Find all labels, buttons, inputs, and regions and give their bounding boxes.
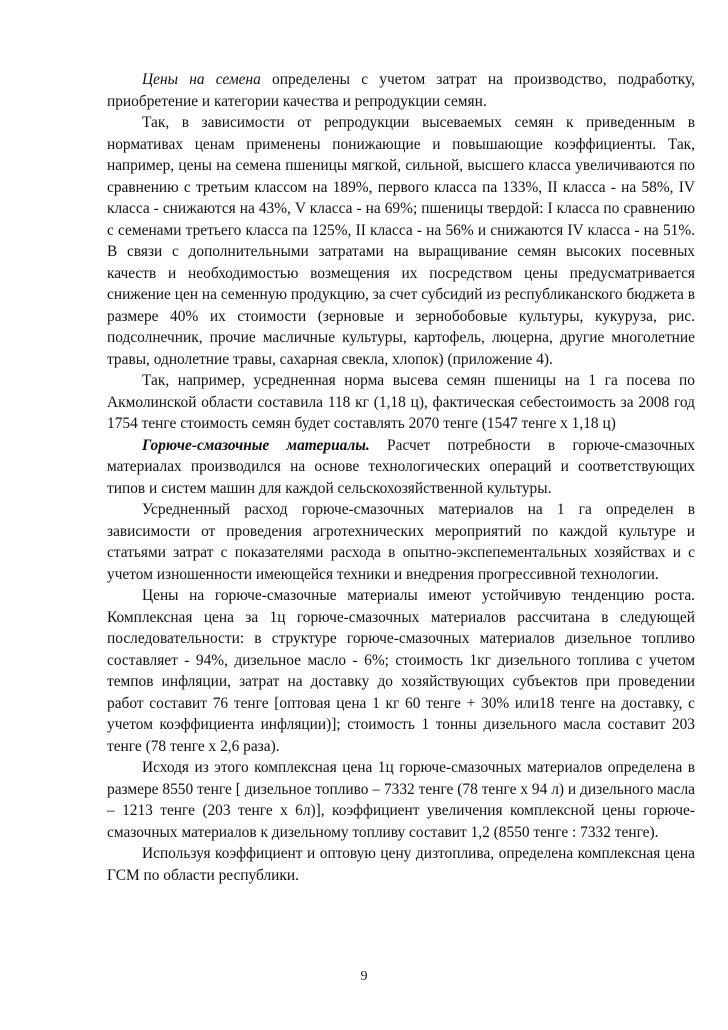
document-body: [107, 69, 695, 886]
paragraph-complex-price: Исходя из этого комплексная цена 1ц горюче-смазочных материалов определена в размере 8550 тенге [ дизельное топливо – 7332 тенге (78 тенге х 94 л) и дизельного масла – 1213 тенге (203 тенге х 6л)], коэффициент увеличения комплексной цены горюче-смазочных материалов к дизельному топливу составит 1,2 (8550 тенге : 7332 тенге).: [107, 759, 695, 841]
paragraph-text: определены с учетом затрат на производство, подработку, приобретение и категории качества и репродукции семян.: [107, 71, 695, 110]
paragraph-fuel-price-trend: Цены на горюче-смазочные материалы имеют устойчивую тенденцию роста. Комплексная цена за 1ц горюче-смазочных материалов рассчитана в следующей последовательности: в структуре горюче-смазочных материалов дизельное топливо составляет - 94%, дизельное масло - 6%; стоимость 1кг дизельного топлива с учетом темпов инфляции, затрат на доставку до хозяйствующих субъектов при проведении работ составит 76 тенге [оптовая цена 1 кг 60 тенге + 30% или18 тенге на доставку, с учетом коэффициента инфляции)]; стоимость 1 тонны дизельного масла составит 203 тенге (78 тенге х 2,6 раза).: [107, 587, 695, 755]
paragraph-text: Расчет потребности в горюче-смазочных материалах производился на основе технологических операций и соответствующих типов и систем машин для каждой сельскохозяйственной культуры.: [107, 436, 696, 497]
paragraph-fuel-lubricants: [107, 435, 695, 500]
paragraph-seeding-rate-example: Так, например, усредненная норма высева семян пшеницы на 1 га посева по Акмолинской области составила 118 кг (1,18 ц), фактическая себестоимость за 2008 год 1754 тенге стоимость семян будет составлять 2070 тенге (1547 тенге х 1,18 ц): [107, 372, 695, 432]
paragraph-lead-bold-italic: Горюче-смазочные материалы.: [142, 436, 370, 454]
paragraph-seed-prices: [107, 69, 695, 112]
paragraph-regional-price: Используя коэффициент и оптовую цену дизтоплива, определена комплексная цена ГСМ по области республики.: [107, 845, 695, 884]
paragraph-average-consumption: Усредненный расход горюче-смазочных материалов на 1 га определен в зависимости от проведения агротехнических мероприятий по каждой культуре и статьями затрат с показателями расхода в опытно-экспепементальных хозяйствах и с учетом изношенности имеющейся техники и внедрения прогрессивной технологии.: [107, 501, 695, 583]
paragraph-lead-italic: Цены на семена: [142, 71, 261, 88]
paragraph-reproduction-coefficients: Так, в зависимости от репродукции высеваемых семян к приведенным в нормативах ценам применены понижающие и повышающие коэффициенты. Так, например, цены на семена пшеницы мягкой, сильной, высшего класса увеличиваются по сравнению с третьим классом на 189%, первого класса па 133%, II класса - на 58%, IV класса - снижаются на 43%, V класса - на 69%; пшеницы твердой: I класса по сравнению с семенами третьего класса па 125%, II класса - на 56% и снижаются IV класса - на 51%. В связи с дополнительными затратами на выращивание семян высоких посевных качеств и необходимостью возмещения их посредством цены предусматривается снижение цен на семенную продукцию, за счет субсидий из республиканского бюджета в размере 40% их стоимости (зерновые и зернобобовые культуры, кукуруза, рис. подсолнечник, прочие масличные культуры, картофель, люцерна, другие многолетние травы, однолетние травы, сахарная свекла, хлопок) (приложение 4).: [107, 114, 695, 368]
page-number: 9: [360, 969, 368, 984]
